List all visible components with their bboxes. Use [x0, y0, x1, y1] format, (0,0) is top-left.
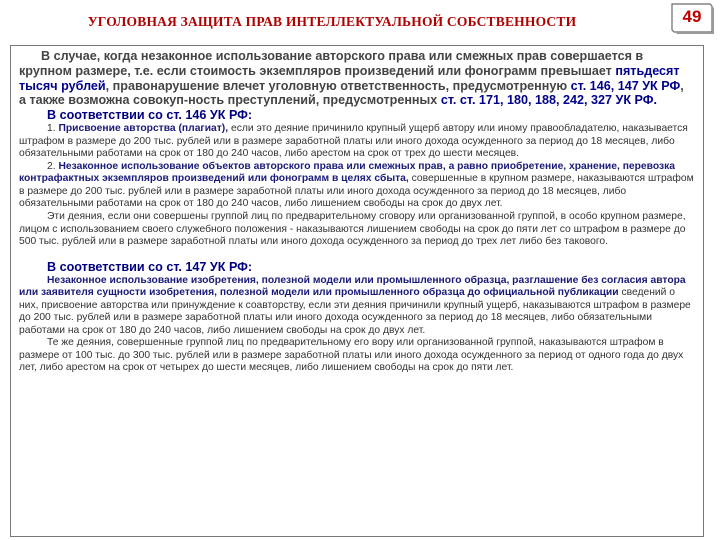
section-146-item-1	[19, 123, 694, 161]
item-2-title: Незаконное использование объектов авторского права или смежных прав, а равно приобретение, хранение, перевозка контрафактных экземпляров произведений или фонограмм в целях сбыта,	[19, 160, 676, 185]
article-reference-146-147: ст. 146, 147 УК РФ	[570, 78, 681, 93]
section-146-heading: В соответствии со ст. 146 УК РФ:	[47, 108, 253, 123]
section-146-item-2	[19, 161, 694, 211]
page-number-badge	[670, 2, 714, 36]
item-2-number: 2.	[47, 160, 59, 172]
content-box	[10, 45, 704, 537]
item-1-title: Присвоение авторства (плагиат),	[58, 123, 229, 135]
intro-text-1: В случае, когда незаконное использование авторского права или смежных прав совершается в крупном размере, т.е. если стоимость экземпляров произведений или фонограмм превышает	[19, 49, 644, 78]
intro-text-3: , а также возможна совокуп-ность преступлений, предусмотренных	[19, 78, 684, 108]
section-146-group-paragraph: Эти деяния, если они совершены группой лиц по предварительному сговору или организованной группой, в особо крупном размере, лицом с использованием своего служебного положения - наказываются лишением свободы на срок до пяти лет со штрафом в размере до 500 тыс. рублей или в размере заработной платы или иного дохода осужденного за период до трех лет либо без такового.	[19, 211, 686, 248]
page-number: 49	[682, 7, 702, 26]
article-reference-related: ст. ст. 171, 180, 188, 242, 327 УК РФ.	[440, 93, 657, 108]
section-147-group-paragraph: Те же деяния, совершенные группой лиц по предварительному его вору или организованной группой, наказываются штрафом в размере от 100 тыс. до 300 тыс. рублей или в размере заработной платы или иного дохода осужденного за период от одного года до двух лет, либо арестом на срок от четырех до шести месяцев, либо лишением свободы на срок до пяти лет.	[19, 337, 684, 374]
item-2-text: совершенные в крупном размере, наказываются штрафом в размере до 200 тыс. рублей или в размере заработной платы или иного дохода осужденного за период до 18 месяцев, либо обязательными работами на срок от 180 до 240 часов, либо лишением свободы на срок до двух лет.	[19, 173, 694, 210]
section-147-heading: В соответствии со ст. 147 УК РФ:	[47, 259, 253, 274]
item-1-number: 1.	[47, 123, 59, 135]
threshold-amount: пятьдесят тысяч рублей	[19, 63, 680, 93]
item-1-text: если это деяние причинило крупный ущерб автору или иному правообладателю, наказывается штрафом в размере до 200 тыс. рублей или в размере заработной платы или иного дохода осужденного за период до 18 месяцев, либо обязательными работами на срок от 180 до 240 часов, либо арестом на срок от трех до шести месяцев.	[19, 123, 688, 160]
section-147-item	[19, 275, 694, 338]
section-147-item-title: Незаконное использование изобретения, полезной модели или промышленного образца, разглашение без согласия автора или заявителя сущности изобретения, полезной модели или промышленного образца до официальной публикации	[19, 274, 686, 299]
intro-paragraph	[19, 47, 694, 108]
slide-title: УГОЛОВНАЯ ЗАЩИТА ПРАВ ИНТЕЛЛЕКТУАЛЬНОЙ СОБСТВЕННОСТИ	[87, 14, 577, 29]
intro-text-2: , правонарушение влечет уголовную ответственность, предусмотренную	[105, 78, 571, 93]
section-147-item-text: сведений о них, присвоение авторства или принуждение к соавторству, если эти деяния причинили крупный ущерб, наказываются штрафом в размере до 200 тыс. рублей или в размере заработной платы или иного дохода осужденного за период до 18 месяцев, либо обязательными работами на срок от 180 до 240 часов, либо лишением свободы на срок до двух лет.	[19, 287, 691, 336]
